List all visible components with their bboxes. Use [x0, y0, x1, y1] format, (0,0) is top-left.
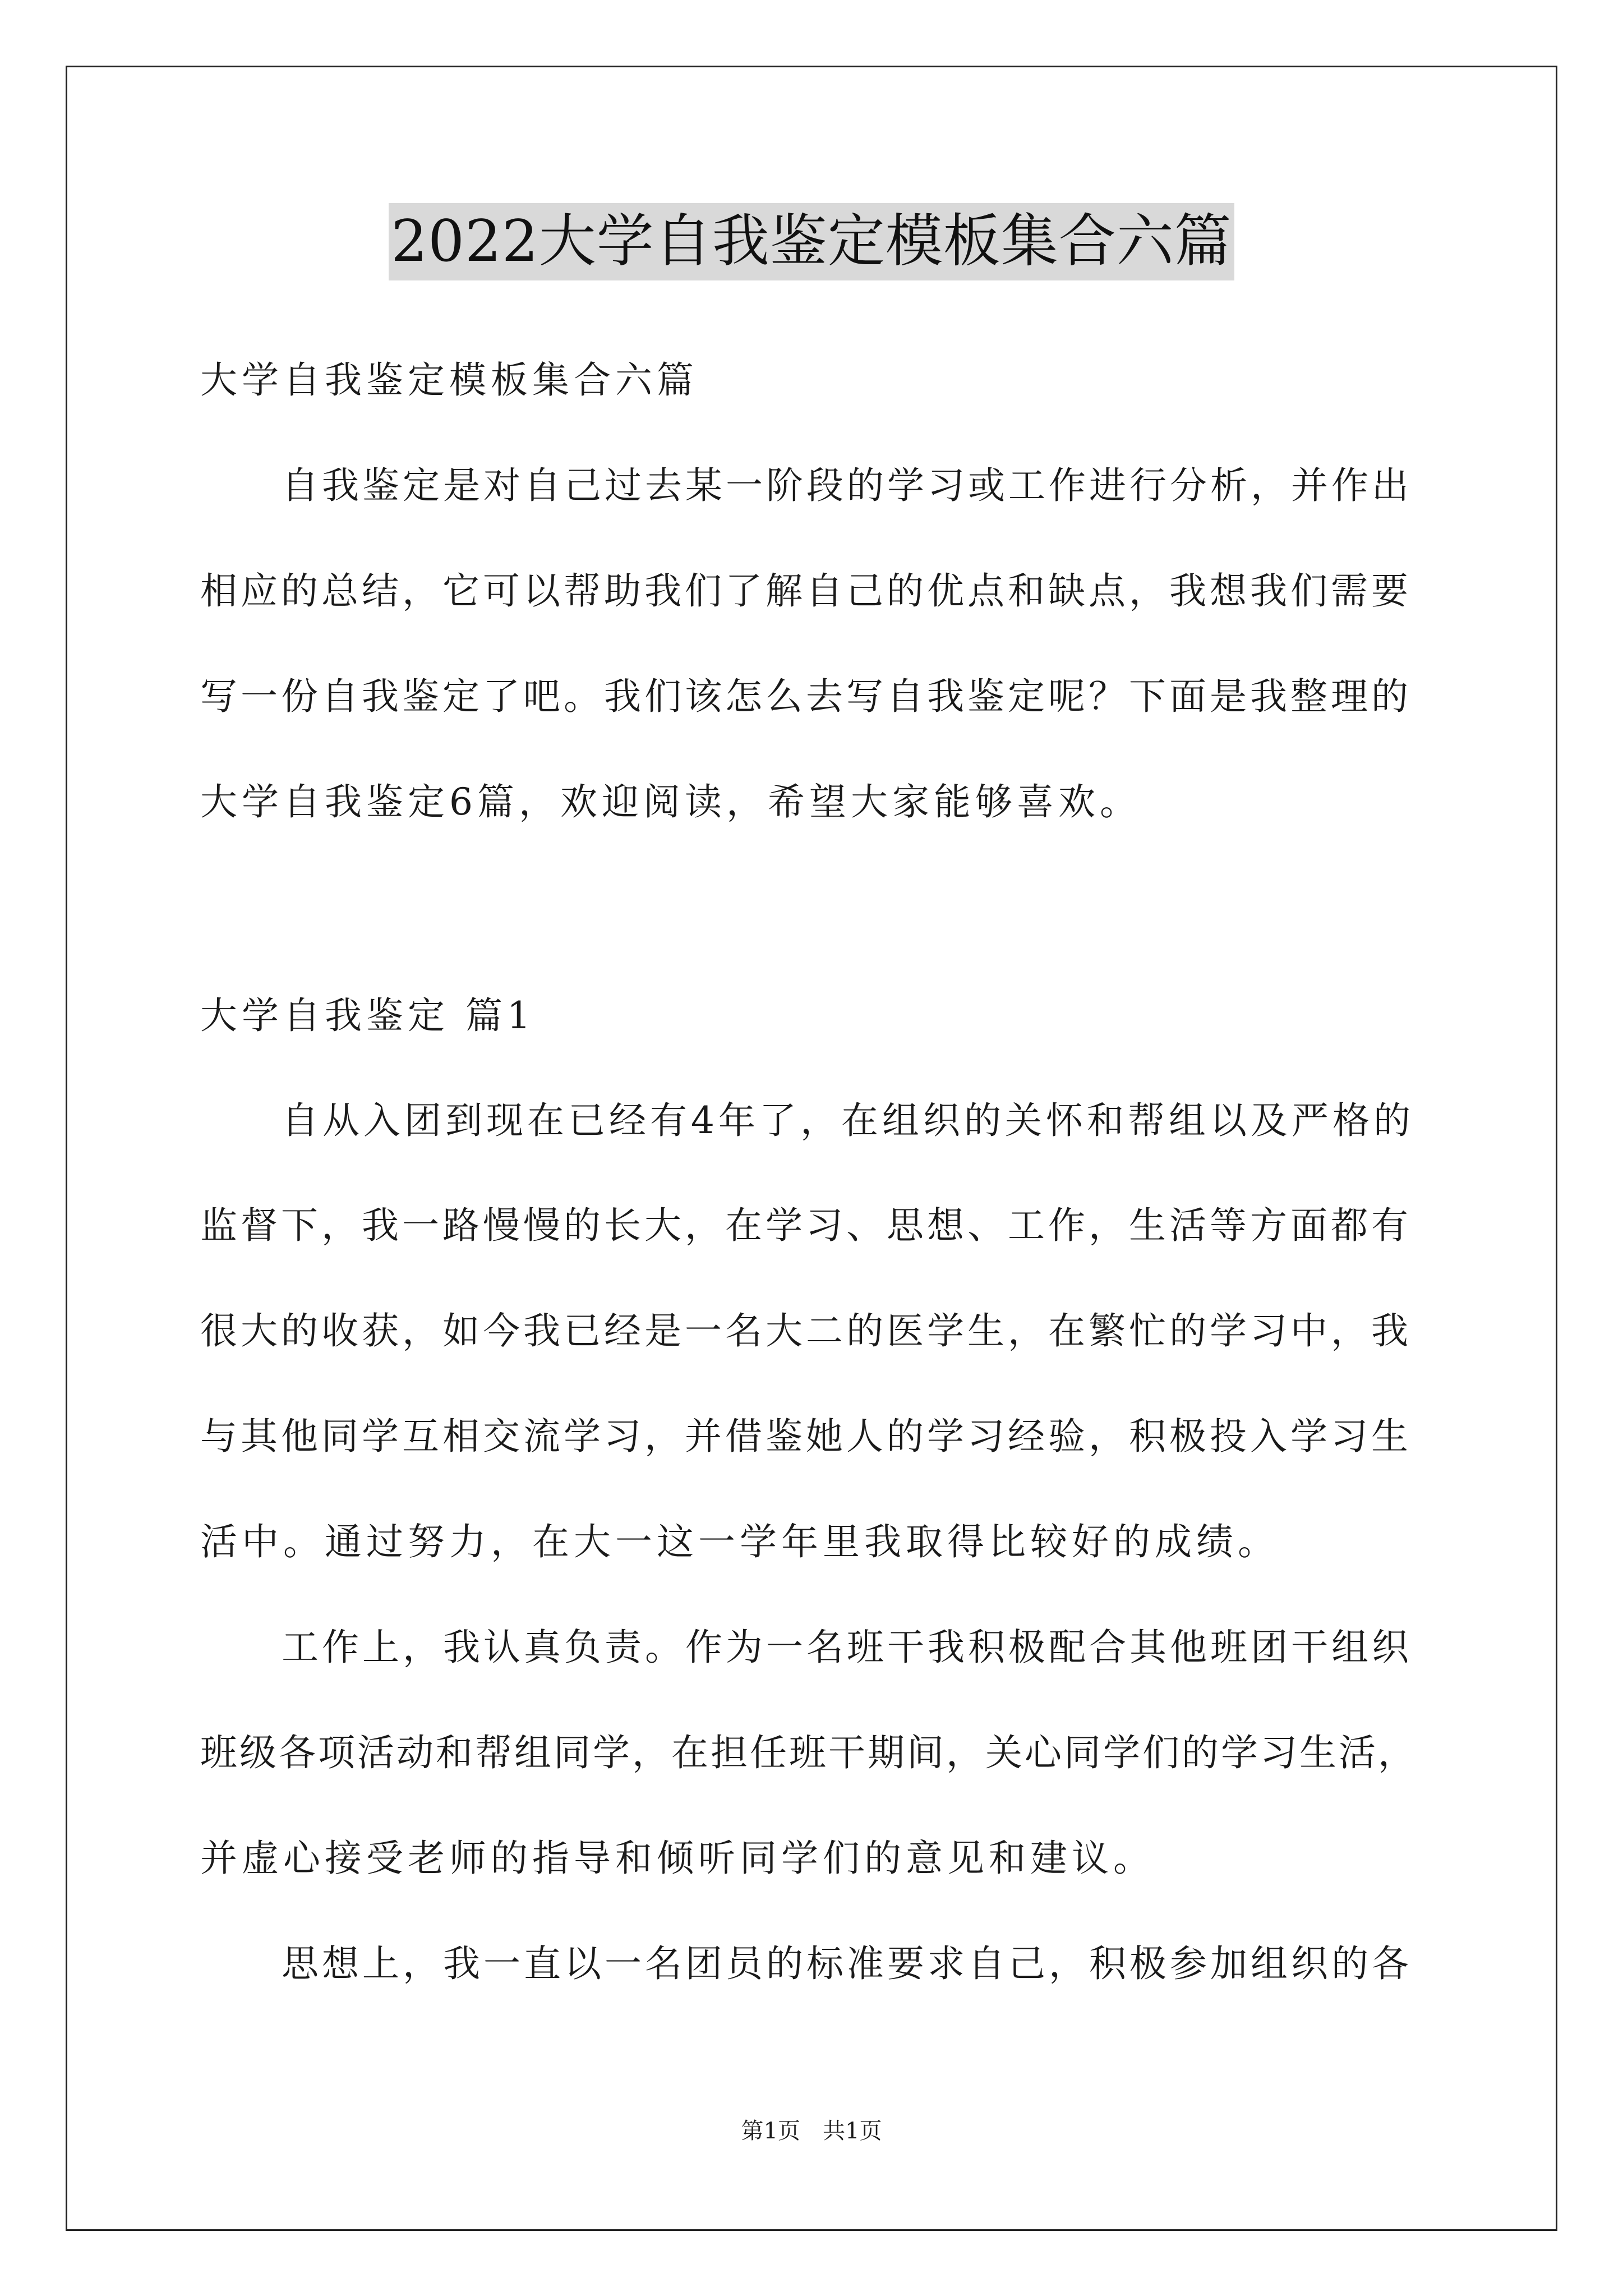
- body-line: 监督下，我一路慢慢的长大，在学习、思想、工作，生活等方面都有: [200, 1204, 1412, 1247]
- subtitle-line: 大学自我鉴定模板集合六篇: [200, 358, 698, 402]
- title-container: [0, 203, 1623, 280]
- body-line: 活中。通过努力，在大一这一学年里我取得比较好的成绩。: [200, 1520, 1279, 1563]
- body-line: 工作上，我认真负责。作为一名班干我积极配合其他班团干组织: [282, 1626, 1412, 1669]
- body-line: 大学自我鉴定6篇，欢迎阅读，希望大家能够喜欢。: [200, 780, 1141, 823]
- document-title: 2022大学自我鉴定模板集合六篇: [389, 203, 1234, 280]
- body-line: 写一份自我鉴定了吧。我们该怎么去写自我鉴定呢？下面是我整理的: [200, 675, 1412, 718]
- body-line: 自从入团到现在已经有4年了，在组织的关怀和帮组以及严格的: [282, 1099, 1414, 1142]
- body-line: 思想上，我一直以一名团员的标准要求自己，积极参加组织的各: [282, 1942, 1412, 1985]
- page-footer: 第1页 共1页: [741, 2118, 882, 2144]
- body-line: 相应的总结，它可以帮助我们了解自己的优点和缺点，我想我们需要: [200, 569, 1412, 613]
- body-line: 班级各项活动和帮组同学，在担任班干期间，关心同学们的学习生活，: [200, 1731, 1417, 1774]
- body-line: 很大的收获，如今我已经是一名大二的医学生，在繁忙的学习中，我: [200, 1309, 1412, 1352]
- body-line: 并虚心接受老师的指导和倾听同学们的意见和建议。: [200, 1837, 1155, 1880]
- section-heading: 大学自我鉴定 篇1: [200, 994, 535, 1037]
- body-line: 与其他同学互相交流学习，并借鉴她人的学习经验，积极投入学习生: [200, 1415, 1412, 1458]
- body-line: 自我鉴定是对自己过去某一阶段的学习或工作进行分析，并作出: [282, 464, 1412, 507]
